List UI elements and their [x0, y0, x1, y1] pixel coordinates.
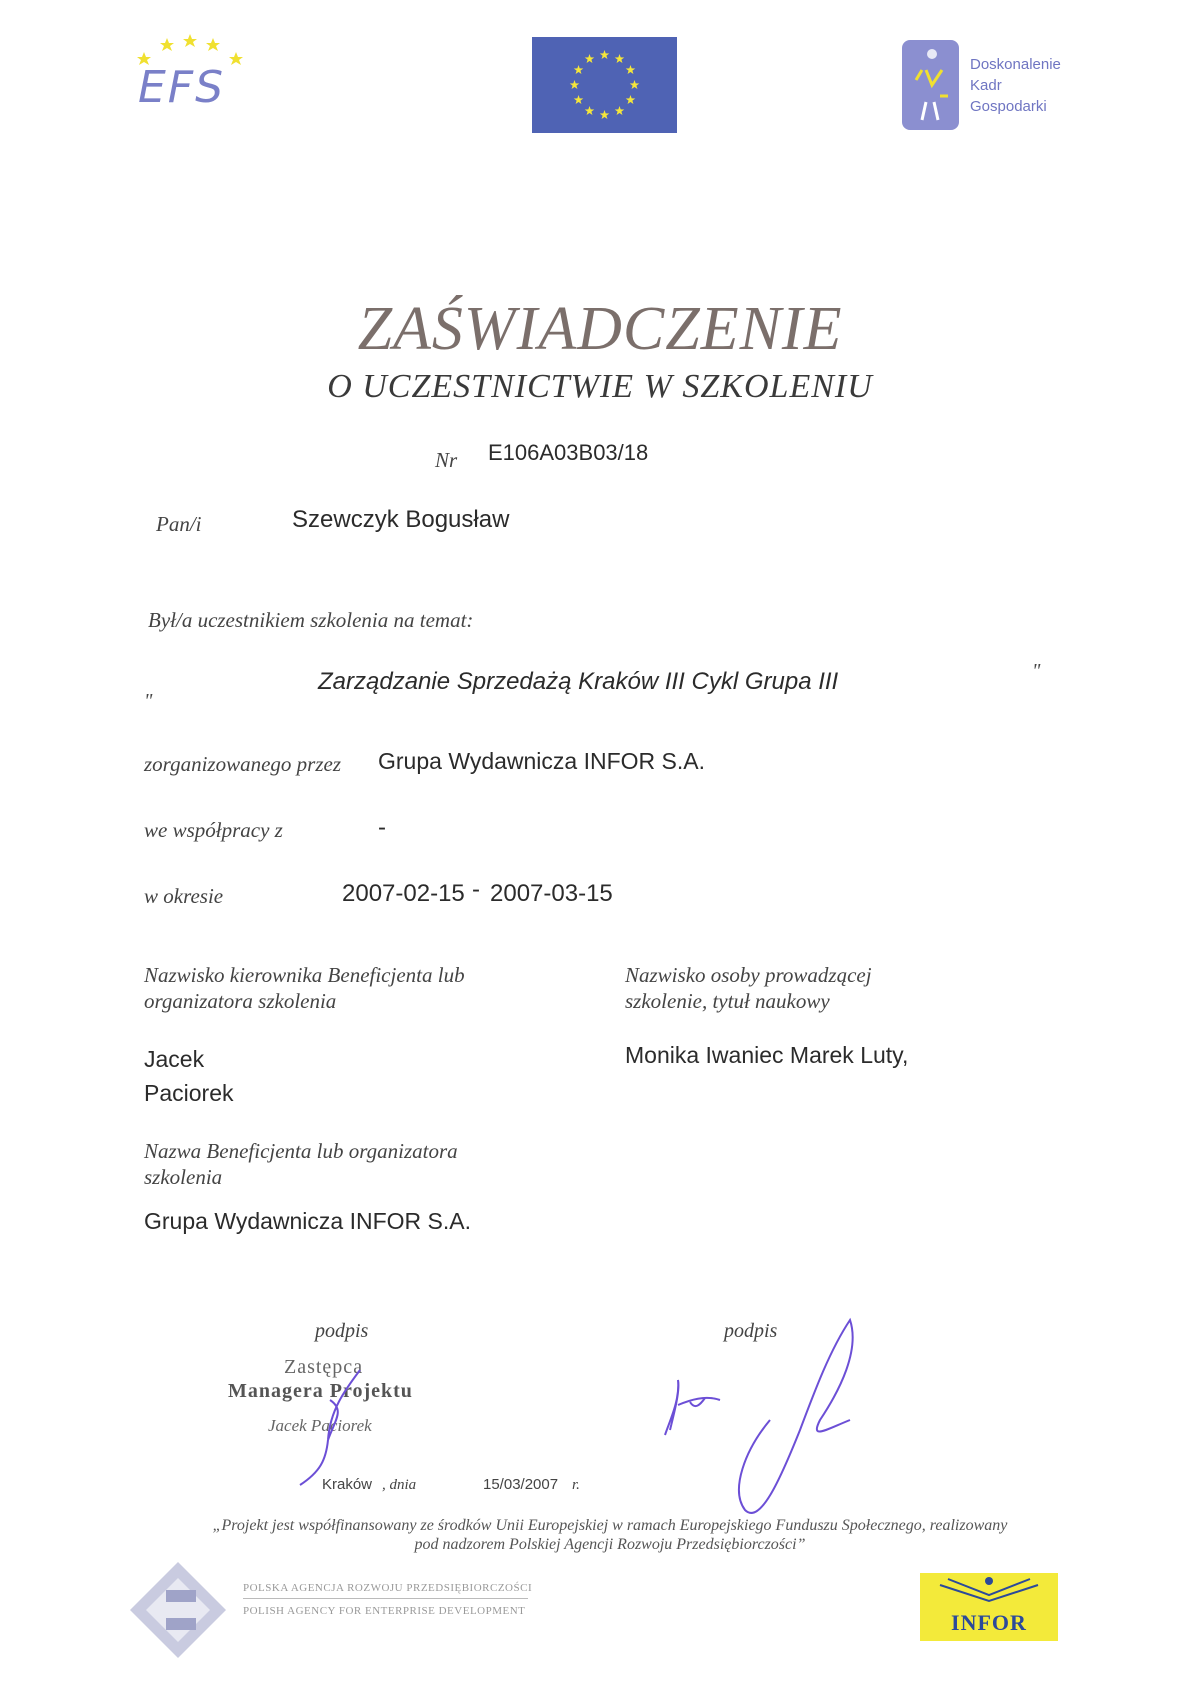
manager-label-line: Nazwisko kierownika Beneficjenta lub: [144, 963, 465, 987]
participant-label: Pan/i: [156, 512, 202, 536]
stamp-line: Managera Projektu: [228, 1380, 413, 1402]
eu-flag-icon: [532, 37, 677, 133]
manager-name: [144, 1042, 233, 1110]
date-suffix: r.: [572, 1477, 580, 1493]
number-label: Nr: [435, 448, 458, 472]
cooperation-value: -: [378, 814, 386, 841]
eu-star-icon: [615, 54, 625, 63]
eu-star-icon: [585, 106, 595, 115]
eu-star-icon: [630, 80, 640, 89]
dkg-logo-text: [970, 54, 1061, 117]
document-subtitle: O UCZESTNICTWIE W SZKOLENIU: [327, 368, 873, 405]
period-end: 2007-03-15: [490, 880, 613, 907]
trainer-label-line: szkolenie, tytuł naukowy: [625, 989, 830, 1013]
parp-divider: [243, 1598, 528, 1599]
eu-star-icon: [626, 95, 636, 104]
participant-name: Szewczyk Bogusław: [292, 506, 510, 533]
stamp-line: Zastępca: [284, 1356, 364, 1378]
organizer-name: Grupa Wydawnicza INFOR S.A.: [378, 748, 705, 774]
cooperation-label: we współpracy z: [144, 818, 283, 842]
trainer-name: Monika Iwaniec Marek Luty,: [625, 1042, 909, 1068]
parp-name-pl: POLSKA AGENCJA ROZWOJU PRZEDSIĘBIORCZOŚCI: [243, 1582, 533, 1594]
manager-name-line: Jacek: [144, 1046, 205, 1072]
eu-star-icon: [585, 54, 595, 63]
period-label: w okresie: [144, 884, 224, 908]
certificate-number: E106A03B03/18: [488, 440, 649, 465]
place: Kraków: [322, 1476, 373, 1493]
footer-note-line: pod nadzorem Polskiej Agencji Rozwoju Przedsiębiorczości”: [414, 1536, 806, 1553]
course-title: Zarządzanie Sprzedażą Kraków III Cykl Grupa III: [318, 668, 839, 695]
parp-logo-icon: [128, 1560, 228, 1660]
beneficiary-name: Grupa Wydawnicza INFOR S.A.: [144, 1208, 471, 1234]
period-separator: -: [472, 876, 480, 903]
eu-star-icon: [626, 65, 636, 74]
right-signature-icon: [650, 1310, 900, 1530]
footer-note: [120, 1516, 1100, 1554]
eu-star-icon: [574, 95, 584, 104]
stamp-line: Jacek Paciorek: [268, 1416, 372, 1435]
manager-name-line: Paciorek: [144, 1080, 234, 1106]
beneficiary-label-line: szkolenia: [144, 1165, 223, 1189]
efs-logo-text: EFS: [138, 62, 226, 113]
dkg-line: Kadr: [970, 77, 1002, 94]
infor-logo-text: INFOR: [951, 1610, 1027, 1635]
eu-star-icon: [574, 65, 584, 74]
eu-star-icon: [570, 80, 580, 89]
trainer-label-line: Nazwisko osoby prowadzącej: [625, 963, 872, 987]
organizer-label: zorganizowanego przez: [144, 752, 341, 776]
manager-label-line: organizatora szkolenia: [144, 989, 337, 1013]
dkg-line: Gospodarki: [970, 98, 1047, 115]
beneficiary-label: [144, 1138, 458, 1190]
period-start: 2007-02-15: [342, 880, 465, 907]
course-intro: Był/a uczestnikiem szkolenia na temat:: [148, 608, 474, 632]
dkg-logo-icon: [902, 40, 959, 130]
eu-star-icon: [600, 110, 610, 119]
issue-date: 15/03/2007: [483, 1476, 559, 1493]
course-close-quote: ": [1032, 660, 1041, 682]
left-signature-icon: [290, 1360, 380, 1490]
eu-star-icon: [600, 50, 610, 59]
beneficiary-label-line: Nazwa Beneficjenta lub organizatora: [144, 1139, 458, 1163]
eu-star-icon: [615, 106, 625, 115]
date-separator: , dnia: [382, 1477, 417, 1493]
trainer-label: [625, 962, 872, 1014]
dkg-line: Doskonalenie: [970, 56, 1061, 73]
parp-name-en: POLISH AGENCY FOR ENTERPRISE DEVELOPMENT: [243, 1605, 526, 1617]
footer-note-line: „Projekt jest współfinansowany ze środków Unii Europejskiej w ramach Europejskiego Funduszu Społecznego, realizowany: [212, 1517, 1008, 1534]
manager-label: [144, 962, 465, 1014]
document-title: ZAŚWIADCZENIE: [357, 295, 843, 363]
right-signature-label: podpis: [724, 1320, 778, 1342]
left-signature-label: podpis: [315, 1320, 369, 1342]
course-open-quote: ": [144, 690, 153, 712]
